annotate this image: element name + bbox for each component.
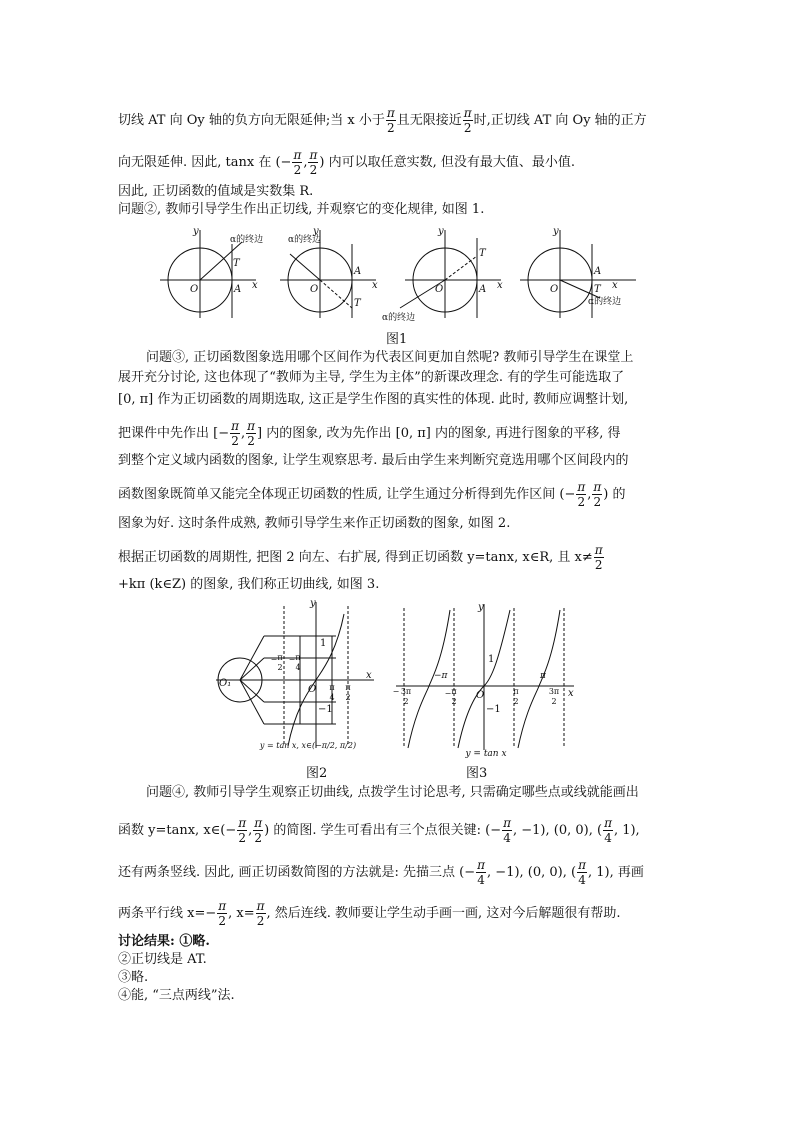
- svg-text:π: π: [451, 687, 457, 696]
- svg-text:y: y: [478, 602, 484, 613]
- svg-text:x: x: [372, 280, 378, 291]
- fraction-pi-over-2: $\frac{\pi}{2}$: [238, 816, 247, 845]
- svg-text:2: 2: [345, 693, 351, 702]
- svg-text:A: A: [594, 266, 602, 277]
- svg-text:−1: −1: [318, 704, 333, 715]
- figure-3: [392, 600, 576, 759]
- svg-text:A: A: [479, 284, 487, 295]
- fraction-pi-over-4: $\frac{\pi}{4}$: [503, 816, 511, 845]
- svg-text:−: −: [444, 689, 452, 698]
- fraction-pi-over-4: $\frac{\pi}{4}$: [578, 858, 586, 887]
- svg-text:y: y: [438, 226, 444, 237]
- svg-text:4: 4: [329, 693, 335, 702]
- fraction-pi-over-2: $\frac{\pi}{2}$: [386, 106, 395, 135]
- svg-text:O₁: O₁: [219, 678, 232, 689]
- svg-text:T: T: [594, 284, 601, 295]
- fraction-pi-over-2: $\frac{\pi}{2}$: [231, 419, 239, 448]
- svg-text:x: x: [366, 670, 372, 681]
- text-line-6: 展开充分讨论, 这也体现了“教师为主导, 学生为主体”的新课改理念. 有的学生可能选取了: [118, 370, 625, 385]
- svg-text:y: y: [313, 226, 319, 237]
- fraction-pi-over-2: $\frac{\pi}{2}$: [254, 816, 263, 845]
- svg-text:O: O: [476, 690, 485, 701]
- svg-text:2: 2: [403, 697, 409, 706]
- svg-text:3π: 3π: [400, 687, 412, 696]
- svg-text:α的终边: α的终边: [588, 297, 622, 307]
- svg-text:−π: −π: [434, 671, 448, 681]
- fraction-pi-over-2: $\frac{\pi}{2}$: [256, 899, 265, 928]
- svg-text:α的终边: α的终边: [230, 235, 264, 245]
- svg-text:A: A: [354, 266, 362, 277]
- svg-text:π: π: [345, 683, 351, 692]
- svg-text:π: π: [540, 671, 546, 681]
- result-4: ④能, “三点两线”法.: [118, 988, 235, 1003]
- text-line-2: 向无限延伸. 因此, tanx 在 (− $\frac{\pi}{2}$ , $\frac{\pi}{2}$ ) 内可以取任意实数, 但没有最大值、最小值.: [118, 148, 575, 177]
- text-line-16: 还有两条竖线. 因此, 画正切函数简图的方法就是: 先描三点 (− $\frac{\pi}{4}$ , −1), (0, 0), ( $\frac{\pi}{4}$ , 1), 再画: [118, 858, 644, 887]
- svg-text:π: π: [277, 653, 283, 662]
- text-line-8: 把课件中先作出 [− $\frac{\pi}{2}$ , $\frac{\pi}{2}$ ] 内的图象, 改为先作出 [0, π] 内的图象, 再进行图象的平移, 得: [118, 419, 621, 448]
- text-line-9: 到整个定义域内函数的图象, 让学生观察思考. 最后由学生来判断究竟选用哪个区间段内的: [118, 453, 629, 468]
- svg-text:α的终边: α的终边: [382, 313, 416, 323]
- svg-text:x: x: [612, 280, 618, 291]
- svg-text:y: y: [310, 598, 316, 609]
- svg-text:2: 2: [513, 697, 519, 706]
- svg-text:π: π: [513, 687, 519, 696]
- result-2: ②正切线是 AT.: [118, 952, 207, 967]
- svg-text:O: O: [550, 284, 559, 295]
- svg-text:O: O: [310, 284, 319, 295]
- svg-text:x: x: [568, 688, 574, 699]
- svg-text:−: −: [392, 687, 400, 696]
- svg-text:−: −: [270, 655, 278, 664]
- text-line-5: 问题③, 正切函数图象选用哪个区间作为代表区间更加自然呢? 教师引导学生在课堂上: [146, 350, 634, 365]
- result-3: ③略.: [118, 970, 149, 985]
- svg-text:2: 2: [451, 697, 457, 706]
- text-line-1: 切线 AT 向 Oy 轴的负方向无限延伸;当 x 小于 $\frac{\pi}{2}$ 且无限接近 $\frac{\pi}{2}$ 时,正切线 AT 向 Oy 轴的正方: [118, 106, 647, 135]
- text-line-15: 函数 y=tanx, x∈(− $\frac{\pi}{2}$ , $\frac{\pi}{2}$ ) 的简图. 学生可看出有三个点很关键: (− $\frac{\pi}{4}$ , −1), (0, 0), ( $\frac{\pi}{4}$ , 1),: [118, 816, 640, 845]
- text-line-12: 根据正切函数的周期性, 把图 2 向左、右扩展, 得到正切函数 y=tanx, x∈R, 且 x≠ $\frac{\pi}{2}$: [118, 543, 603, 572]
- svg-text:π: π: [295, 653, 301, 662]
- svg-text:π: π: [329, 683, 335, 692]
- fraction-pi-over-4: $\frac{\pi}{4}$: [477, 858, 486, 887]
- svg-text:1: 1: [488, 654, 495, 665]
- text-line-17: 两条平行线 x=− $\frac{\pi}{2}$ , x= $\frac{\pi}{2}$ , 然后连线. 教师要让学生动手画一画, 这对今后解题很有帮助.: [118, 899, 621, 928]
- svg-text:2: 2: [277, 663, 283, 672]
- svg-text:O: O: [435, 284, 444, 295]
- text-line-10: 函数图象既简单又能完全体现正切函数的性质, 让学生通过分析得到先作区间 (− $\frac{\pi}{2}$ , $\frac{\pi}{2}$ ) 的: [118, 480, 626, 509]
- text-line-14: 问题④, 教师引导学生观察正切曲线, 点拨学生讨论思考, 只需确定哪些点或线就能画出: [146, 785, 639, 800]
- svg-text:O: O: [190, 284, 199, 295]
- fraction-pi-over-2: $\frac{\pi}{2}$: [463, 106, 472, 135]
- figure-1: [160, 224, 640, 324]
- svg-text:x: x: [252, 280, 258, 291]
- text-line-3: 因此, 正切函数的值域是实数集 R.: [118, 184, 314, 199]
- svg-text:O: O: [308, 684, 317, 695]
- fraction-pi-over-2: $\frac{\pi}{2}$: [309, 148, 318, 177]
- fraction-pi-over-2: $\frac{\pi}{2}$: [594, 543, 603, 572]
- figure-2-caption: 图2: [306, 766, 328, 781]
- svg-text:−: −: [288, 655, 296, 664]
- svg-text:−1: −1: [486, 704, 501, 715]
- svg-text:T: T: [354, 298, 361, 309]
- text-line-13: +kπ (k∈Z) 的图象, 我们称正切曲线, 如图 3.: [118, 577, 380, 592]
- svg-text:x: x: [497, 280, 503, 291]
- svg-text:T: T: [479, 248, 486, 259]
- figure-3-caption: 图3: [466, 766, 488, 781]
- svg-text:α的终边: α的终边: [288, 235, 322, 245]
- svg-text:3π: 3π: [548, 687, 560, 696]
- svg-text:T: T: [233, 258, 240, 269]
- svg-text:4: 4: [295, 663, 301, 672]
- fraction-pi-over-2: $\frac{\pi}{2}$: [293, 148, 302, 177]
- fraction-pi-over-2: $\frac{\pi}{2}$: [593, 480, 602, 509]
- svg-text:y = tan x, x∈(−π/2, π/2): y = tan x, x∈(−π/2, π/2): [259, 741, 357, 750]
- text-line-4: 问题②, 教师引导学生作出正切线, 并观察它的变化规律, 如图 1.: [118, 202, 485, 217]
- fraction-pi-over-2: $\frac{\pi}{2}$: [577, 480, 586, 509]
- svg-text:2: 2: [551, 697, 557, 706]
- fraction-pi-over-2: $\frac{\pi}{2}$: [218, 899, 227, 928]
- svg-text:y = tan x: y = tan x: [465, 749, 507, 759]
- svg-text:y: y: [193, 226, 199, 237]
- figure-2: [216, 596, 376, 756]
- fraction-pi-over-4: $\frac{\pi}{4}$: [604, 816, 612, 845]
- svg-text:1: 1: [320, 638, 327, 649]
- discussion-result-heading: 讨论结果: ①略.: [118, 934, 210, 949]
- figure-1-caption: 图1: [386, 332, 408, 347]
- text-line-11: 图象为好. 这时条件成熟, 教师引导学生来作正切函数的图象, 如图 2.: [118, 516, 511, 531]
- svg-text:y: y: [553, 226, 559, 237]
- fraction-pi-over-2: $\frac{\pi}{2}$: [247, 419, 256, 448]
- text-line-7: [0, π] 作为正切函数的周期选取, 这正是学生作图的真实性的体现. 此时, 教师应调整计划,: [118, 392, 629, 407]
- svg-text:A: A: [234, 284, 242, 295]
